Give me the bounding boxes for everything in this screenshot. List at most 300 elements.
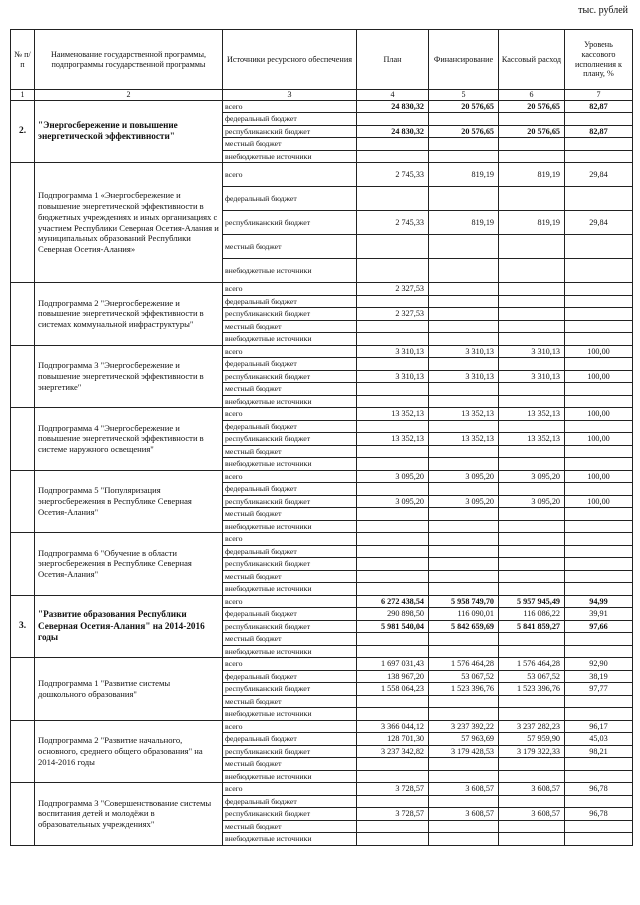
execution-percent — [565, 358, 633, 371]
plan-value — [357, 113, 429, 126]
funding-source: всего — [223, 345, 357, 358]
plan-value — [357, 420, 429, 433]
execution-percent: 97,66 — [565, 620, 633, 633]
financing-value — [429, 333, 499, 346]
execution-percent — [565, 770, 633, 783]
financing-value — [429, 445, 499, 458]
financing-value — [429, 320, 499, 333]
header-plan: План — [357, 30, 429, 90]
cash-expense-value — [499, 383, 565, 396]
header-program-name: Наименование государственной программы, подпрограммы государственной программы — [35, 30, 223, 90]
execution-percent — [565, 395, 633, 408]
cash-expense-value: 3 608,57 — [499, 783, 565, 796]
plan-value — [357, 795, 429, 808]
plan-value — [357, 187, 429, 211]
financing-value: 5 958 749,70 — [429, 595, 499, 608]
funding-source: местный бюджет — [223, 758, 357, 771]
funding-source: всего — [223, 783, 357, 796]
funding-source: местный бюджет — [223, 320, 357, 333]
header-cash-expense: Кассовый расход — [499, 30, 565, 90]
row-index — [11, 470, 35, 533]
program-name: "Развитие образования Республики Северная Осетия-Алания" на 2014-2016 годы — [35, 595, 223, 658]
table-row — [11, 408, 633, 421]
execution-percent — [565, 383, 633, 396]
financing-value — [429, 583, 499, 596]
cash-expense-value: 819,19 — [499, 211, 565, 235]
plan-value — [357, 508, 429, 521]
cash-expense-value — [499, 295, 565, 308]
execution-percent — [565, 259, 633, 283]
financing-value — [429, 235, 499, 259]
financing-value — [429, 795, 499, 808]
execution-percent — [565, 283, 633, 296]
financing-value — [429, 187, 499, 211]
execution-percent: 100,00 — [565, 408, 633, 421]
plan-value — [357, 645, 429, 658]
financing-value — [429, 708, 499, 721]
funding-source: республиканский бюджет — [223, 211, 357, 235]
funding-source: всего — [223, 283, 357, 296]
execution-percent — [565, 235, 633, 259]
cash-expense-value — [499, 483, 565, 496]
financing-value — [429, 358, 499, 371]
funding-source: федеральный бюджет — [223, 795, 357, 808]
cash-expense-value — [499, 533, 565, 546]
plan-value — [357, 708, 429, 721]
funding-source: федеральный бюджет — [223, 733, 357, 746]
cash-expense-value: 53 067,52 — [499, 670, 565, 683]
execution-percent: 94,99 — [565, 595, 633, 608]
cash-expense-value — [499, 187, 565, 211]
funding-source: внебюджетные источники — [223, 583, 357, 596]
plan-value — [357, 150, 429, 163]
funding-source: внебюджетные источники — [223, 708, 357, 721]
execution-percent — [565, 308, 633, 321]
financing-value — [429, 150, 499, 163]
plan-value: 290 898,50 — [357, 608, 429, 621]
plan-value — [357, 395, 429, 408]
execution-percent: 98,21 — [565, 745, 633, 758]
plan-value: 3 095,20 — [357, 495, 429, 508]
cash-expense-value: 13 352,13 — [499, 433, 565, 446]
funding-source: внебюджетные источники — [223, 520, 357, 533]
plan-value: 24 830,32 — [357, 100, 429, 113]
execution-percent — [565, 520, 633, 533]
table-row — [11, 163, 633, 187]
column-number: 2 — [35, 90, 223, 101]
table-row — [11, 283, 633, 296]
header-execution-level: Уровень кассового исполнения к плану, % — [565, 30, 633, 90]
cash-expense-value — [499, 770, 565, 783]
execution-percent: 29,84 — [565, 163, 633, 187]
unit-label: тыс. рублей — [578, 5, 628, 16]
row-index: 2. — [11, 100, 35, 163]
funding-source: местный бюджет — [223, 633, 357, 646]
execution-percent: 100,00 — [565, 370, 633, 383]
funding-source: республиканский бюджет — [223, 433, 357, 446]
plan-value — [357, 820, 429, 833]
cash-expense-value — [499, 520, 565, 533]
row-index: 3. — [11, 595, 35, 658]
table-row — [11, 345, 633, 358]
cash-expense-value — [499, 695, 565, 708]
financing-value — [429, 545, 499, 558]
header-index: № п/п — [11, 30, 35, 90]
funding-source: федеральный бюджет — [223, 483, 357, 496]
table-body — [11, 100, 633, 845]
row-index — [11, 720, 35, 783]
cash-expense-value: 5 841 859,27 — [499, 620, 565, 633]
financing-value: 819,19 — [429, 211, 499, 235]
funding-source: местный бюджет — [223, 383, 357, 396]
funding-source: республиканский бюджет — [223, 495, 357, 508]
row-index — [11, 283, 35, 346]
plan-value — [357, 333, 429, 346]
funding-source: республиканский бюджет — [223, 683, 357, 696]
plan-value — [357, 520, 429, 533]
execution-percent: 100,00 — [565, 495, 633, 508]
execution-percent — [565, 820, 633, 833]
row-index — [11, 345, 35, 408]
table-row — [11, 720, 633, 733]
financing-value — [429, 633, 499, 646]
table-row — [11, 658, 633, 671]
funding-source: всего — [223, 658, 357, 671]
header-sources: Источники ресурсного обеспечения — [223, 30, 357, 90]
financing-value: 20 576,65 — [429, 125, 499, 138]
cash-expense-value — [499, 645, 565, 658]
column-number: 7 — [565, 90, 633, 101]
header-financing: Финансирование — [429, 30, 499, 90]
execution-percent: 97,77 — [565, 683, 633, 696]
column-number: 1 — [11, 90, 35, 101]
funding-source: федеральный бюджет — [223, 295, 357, 308]
financing-value — [429, 283, 499, 296]
column-number: 5 — [429, 90, 499, 101]
funding-source: республиканский бюджет — [223, 745, 357, 758]
execution-percent — [565, 633, 633, 646]
financing-value: 3 095,20 — [429, 495, 499, 508]
financing-value — [429, 138, 499, 151]
cash-expense-value — [499, 508, 565, 521]
execution-percent: 92,90 — [565, 658, 633, 671]
plan-value — [357, 383, 429, 396]
financing-value: 13 352,13 — [429, 433, 499, 446]
execution-percent — [565, 758, 633, 771]
funding-source: внебюджетные источники — [223, 259, 357, 283]
funding-source: местный бюджет — [223, 138, 357, 151]
program-name: Подпрограмма 1 "Развитие системы дошкольного образования" — [35, 658, 223, 721]
program-name: "Энергосбережение и повышение энергетической эффективности" — [35, 100, 223, 163]
plan-value — [357, 695, 429, 708]
plan-value: 2 327,53 — [357, 308, 429, 321]
funding-source: республиканский бюджет — [223, 558, 357, 571]
plan-value: 3 310,13 — [357, 370, 429, 383]
execution-percent — [565, 795, 633, 808]
financing-value — [429, 483, 499, 496]
cash-expense-value: 3 095,20 — [499, 470, 565, 483]
cash-expense-value: 116 086,22 — [499, 608, 565, 621]
cash-expense-value — [499, 138, 565, 151]
financing-value: 3 608,57 — [429, 783, 499, 796]
funding-source: всего — [223, 163, 357, 187]
execution-percent — [565, 558, 633, 571]
financing-value — [429, 420, 499, 433]
plan-value: 3 237 342,82 — [357, 745, 429, 758]
cash-expense-value: 57 959,90 — [499, 733, 565, 746]
execution-percent — [565, 445, 633, 458]
funding-source: всего — [223, 470, 357, 483]
column-number: 3 — [223, 90, 357, 101]
plan-value: 5 981 540,04 — [357, 620, 429, 633]
funding-source: федеральный бюджет — [223, 113, 357, 126]
funding-source: местный бюджет — [223, 508, 357, 521]
program-name: Подпрограмма 2 "Энергосбережение и повышение энергетической эффективности в системах коммунальной инфраструктуры" — [35, 283, 223, 346]
cash-expense-value — [499, 708, 565, 721]
execution-percent — [565, 833, 633, 846]
financing-value — [429, 770, 499, 783]
execution-percent: 96,78 — [565, 783, 633, 796]
cash-expense-value: 3 310,13 — [499, 345, 565, 358]
funding-source: местный бюджет — [223, 570, 357, 583]
cash-expense-value — [499, 795, 565, 808]
plan-value: 138 967,20 — [357, 670, 429, 683]
plan-value: 3 366 044,12 — [357, 720, 429, 733]
cash-expense-value: 1 523 396,76 — [499, 683, 565, 696]
execution-percent: 100,00 — [565, 433, 633, 446]
execution-percent — [565, 187, 633, 211]
execution-percent: 100,00 — [565, 345, 633, 358]
cash-expense-value — [499, 113, 565, 126]
execution-percent — [565, 138, 633, 151]
funding-source: внебюджетные источники — [223, 833, 357, 846]
cash-expense-value: 1 576 464,28 — [499, 658, 565, 671]
cash-expense-value — [499, 545, 565, 558]
plan-value — [357, 558, 429, 571]
cash-expense-value: 5 957 945,49 — [499, 595, 565, 608]
funding-source: внебюджетные источники — [223, 770, 357, 783]
financing-value: 3 310,13 — [429, 370, 499, 383]
program-name: Подпрограмма 3 "Совершенствование системы воспитания детей и молодёжи в образовательных учреждениях" — [35, 783, 223, 846]
plan-value: 3 728,57 — [357, 808, 429, 821]
plan-value — [357, 458, 429, 471]
financing-value: 1 576 464,28 — [429, 658, 499, 671]
cash-expense-value — [499, 633, 565, 646]
budget-table — [10, 29, 633, 846]
funding-source: внебюджетные источники — [223, 150, 357, 163]
funding-source: всего — [223, 720, 357, 733]
plan-value — [357, 235, 429, 259]
financing-value: 819,19 — [429, 163, 499, 187]
execution-percent — [565, 333, 633, 346]
execution-percent: 38,19 — [565, 670, 633, 683]
plan-value — [357, 633, 429, 646]
plan-value: 13 352,13 — [357, 433, 429, 446]
execution-percent — [565, 708, 633, 721]
cash-expense-value: 3 310,13 — [499, 370, 565, 383]
plan-value: 6 272 438,54 — [357, 595, 429, 608]
funding-source: всего — [223, 408, 357, 421]
program-name: Подпрограмма 2 "Развитие начального, основного, среднего общего образования" на 2014-2016 годы — [35, 720, 223, 783]
financing-value — [429, 458, 499, 471]
financing-value — [429, 395, 499, 408]
financing-value — [429, 558, 499, 571]
financing-value: 5 842 659,69 — [429, 620, 499, 633]
execution-percent — [565, 295, 633, 308]
financing-value — [429, 295, 499, 308]
row-index — [11, 533, 35, 596]
financing-value — [429, 820, 499, 833]
financing-value: 3 237 392,22 — [429, 720, 499, 733]
cash-expense-value: 13 352,13 — [499, 408, 565, 421]
execution-percent — [565, 150, 633, 163]
plan-value — [357, 358, 429, 371]
financing-value: 53 067,52 — [429, 670, 499, 683]
cash-expense-value: 3 095,20 — [499, 495, 565, 508]
plan-value: 3 310,13 — [357, 345, 429, 358]
plan-value: 3 095,20 — [357, 470, 429, 483]
program-name: Подпрограмма 3 "Энергосбережение и повышение энергетической эффективности в энергетике" — [35, 345, 223, 408]
execution-percent: 96,78 — [565, 808, 633, 821]
funding-source: республиканский бюджет — [223, 370, 357, 383]
funding-source: внебюджетные источники — [223, 395, 357, 408]
column-number-row — [11, 90, 633, 101]
financing-value — [429, 533, 499, 546]
row-index — [11, 783, 35, 846]
cash-expense-value — [499, 445, 565, 458]
financing-value: 3 095,20 — [429, 470, 499, 483]
funding-source: всего — [223, 595, 357, 608]
funding-source: внебюджетные источники — [223, 645, 357, 658]
execution-percent: 82,87 — [565, 100, 633, 113]
column-number: 4 — [357, 90, 429, 101]
cash-expense-value — [499, 235, 565, 259]
funding-source: федеральный бюджет — [223, 670, 357, 683]
plan-value — [357, 483, 429, 496]
cash-expense-value — [499, 283, 565, 296]
cash-expense-value: 819,19 — [499, 163, 565, 187]
cash-expense-value — [499, 150, 565, 163]
funding-source: республиканский бюджет — [223, 808, 357, 821]
execution-percent: 39,91 — [565, 608, 633, 621]
table-row — [11, 100, 633, 113]
financing-value — [429, 695, 499, 708]
plan-value: 3 728,57 — [357, 783, 429, 796]
funding-source: всего — [223, 533, 357, 546]
plan-value: 1 558 064,23 — [357, 683, 429, 696]
row-index — [11, 408, 35, 471]
financing-value: 20 576,65 — [429, 100, 499, 113]
cash-expense-value — [499, 820, 565, 833]
execution-percent: 29,84 — [565, 211, 633, 235]
cash-expense-value — [499, 558, 565, 571]
cash-expense-value — [499, 583, 565, 596]
execution-percent — [565, 695, 633, 708]
plan-value — [357, 259, 429, 283]
funding-source: всего — [223, 100, 357, 113]
plan-value — [357, 138, 429, 151]
execution-percent — [565, 508, 633, 521]
plan-value: 2 327,53 — [357, 283, 429, 296]
plan-value — [357, 758, 429, 771]
funding-source: местный бюджет — [223, 695, 357, 708]
row-index — [11, 163, 35, 283]
table-row — [11, 533, 633, 546]
execution-percent — [565, 645, 633, 658]
execution-percent — [565, 113, 633, 126]
financing-value: 3 608,57 — [429, 808, 499, 821]
program-name: Подпрограмма 1 «Энергосбережение и повышение энергетической эффективности в бюджетных учреждениях и иных организациях с участием Республики Северная Осетия-Алания и муниципальных образований Республики Северная Осетия-Алания» — [35, 163, 223, 283]
financing-value — [429, 520, 499, 533]
row-index — [11, 658, 35, 721]
funding-source: местный бюджет — [223, 820, 357, 833]
program-name: Подпрограмма 6 "Обучение в области энергосбережения в Республике Северная Осетия-Алания" — [35, 533, 223, 596]
financing-value — [429, 113, 499, 126]
cash-expense-value — [499, 333, 565, 346]
execution-percent — [565, 545, 633, 558]
funding-source: местный бюджет — [223, 235, 357, 259]
funding-source: федеральный бюджет — [223, 420, 357, 433]
plan-value: 2 745,33 — [357, 211, 429, 235]
cash-expense-value: 3 179 322,33 — [499, 745, 565, 758]
financing-value — [429, 383, 499, 396]
header-row — [11, 30, 633, 90]
cash-expense-value — [499, 833, 565, 846]
cash-expense-value — [499, 308, 565, 321]
cash-expense-value — [499, 259, 565, 283]
plan-value: 128 701,30 — [357, 733, 429, 746]
funding-source: федеральный бюджет — [223, 358, 357, 371]
plan-value — [357, 570, 429, 583]
financing-value — [429, 645, 499, 658]
execution-percent: 96,17 — [565, 720, 633, 733]
funding-source: республиканский бюджет — [223, 620, 357, 633]
funding-source: местный бюджет — [223, 445, 357, 458]
cash-expense-value — [499, 358, 565, 371]
plan-value — [357, 583, 429, 596]
execution-percent — [565, 570, 633, 583]
cash-expense-value — [499, 758, 565, 771]
program-name: Подпрограмма 4 "Энергосбережение и повышение энергетической эффективности в системе наружного освещения" — [35, 408, 223, 471]
execution-percent — [565, 458, 633, 471]
plan-value: 13 352,13 — [357, 408, 429, 421]
cash-expense-value — [499, 420, 565, 433]
table-row — [11, 595, 633, 608]
financing-value: 3 179 428,53 — [429, 745, 499, 758]
cash-expense-value: 20 576,65 — [499, 125, 565, 138]
financing-value: 116 090,01 — [429, 608, 499, 621]
table-row — [11, 783, 633, 796]
cash-expense-value — [499, 320, 565, 333]
execution-percent: 45,03 — [565, 733, 633, 746]
cash-expense-value — [499, 458, 565, 471]
execution-percent — [565, 420, 633, 433]
execution-percent — [565, 583, 633, 596]
financing-value — [429, 570, 499, 583]
financing-value: 13 352,13 — [429, 408, 499, 421]
financing-value — [429, 833, 499, 846]
funding-source: внебюджетные источники — [223, 458, 357, 471]
funding-source: федеральный бюджет — [223, 187, 357, 211]
funding-source: внебюджетные источники — [223, 333, 357, 346]
financing-value — [429, 308, 499, 321]
execution-percent — [565, 533, 633, 546]
cash-expense-value: 20 576,65 — [499, 100, 565, 113]
cash-expense-value — [499, 570, 565, 583]
plan-value — [357, 833, 429, 846]
financing-value: 1 523 396,76 — [429, 683, 499, 696]
plan-value: 24 830,32 — [357, 125, 429, 138]
